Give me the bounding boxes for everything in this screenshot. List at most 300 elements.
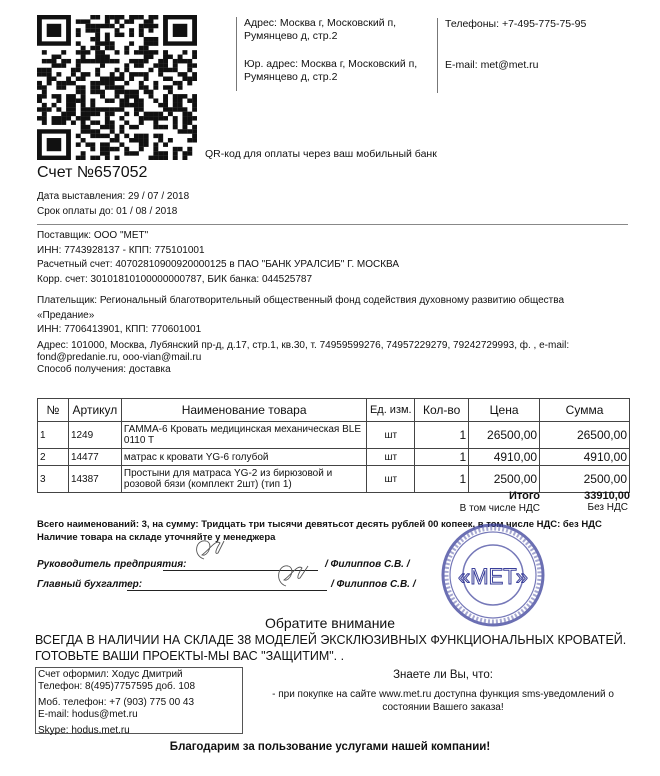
thank-you-footer: Благодарим за пользование услугами нашей компании! bbox=[169, 741, 491, 753]
qr-module bbox=[134, 15, 139, 19]
qr-module bbox=[37, 107, 42, 111]
qr-module bbox=[76, 156, 81, 160]
qr-module bbox=[110, 125, 115, 129]
manager-phone: Телефон: 8(495)7757595 доб. 108 bbox=[38, 681, 196, 692]
qr-module bbox=[129, 28, 134, 32]
qr-module bbox=[115, 77, 120, 81]
qr-module bbox=[105, 112, 110, 116]
qr-module bbox=[124, 147, 129, 151]
cell-qty: 1 bbox=[415, 422, 469, 449]
qr-module bbox=[110, 138, 115, 142]
qr-module bbox=[85, 112, 90, 116]
qr-module bbox=[158, 63, 163, 67]
qr-module bbox=[37, 81, 42, 85]
qr-module bbox=[134, 63, 139, 67]
qr-module bbox=[153, 63, 158, 67]
qr-module bbox=[42, 94, 47, 98]
qr-module bbox=[139, 46, 144, 50]
qr-module bbox=[153, 120, 158, 124]
qr-module bbox=[163, 156, 168, 160]
qr-module bbox=[90, 147, 95, 151]
qr-module bbox=[144, 55, 149, 59]
qr-module bbox=[178, 55, 183, 59]
cell-qty: 1 bbox=[415, 449, 469, 466]
qr-module bbox=[119, 125, 124, 129]
qr-module bbox=[56, 116, 61, 120]
qr-module bbox=[110, 129, 115, 133]
supplier-account: Расчетный счет: 40702810900920000125 в ПАО "БАНК УРАЛСИБ" Г. МОСКВА bbox=[37, 259, 400, 270]
items-table bbox=[37, 398, 630, 493]
qr-module bbox=[37, 98, 42, 102]
qr-module bbox=[52, 94, 57, 98]
qr-module bbox=[158, 59, 163, 63]
qr-module bbox=[192, 129, 197, 133]
qr-module bbox=[149, 90, 154, 94]
qr-module bbox=[76, 19, 81, 23]
qr-module bbox=[134, 125, 139, 129]
qr-module bbox=[37, 94, 42, 98]
cell-sum: 4910,00 bbox=[540, 449, 630, 466]
qr-module bbox=[100, 134, 105, 138]
summary-stock: Наличие товара на складе уточняйте у менеджера bbox=[37, 531, 276, 543]
qr-module bbox=[134, 98, 139, 102]
qr-module bbox=[192, 138, 197, 142]
legal-address-line: Румянцево д, стр.2 bbox=[244, 71, 338, 83]
qr-module bbox=[76, 28, 81, 32]
qr-module bbox=[129, 77, 134, 81]
qr-module bbox=[71, 120, 76, 124]
qr-module bbox=[153, 81, 158, 85]
qr-module bbox=[173, 103, 178, 107]
qr-module bbox=[81, 85, 86, 89]
qr-module bbox=[85, 24, 90, 28]
qr-module bbox=[90, 90, 95, 94]
qr-module bbox=[124, 90, 129, 94]
delivery-method: Способ получения: доставка bbox=[37, 364, 171, 375]
qr-module bbox=[163, 98, 168, 102]
qr-module bbox=[192, 94, 197, 98]
qr-module bbox=[61, 59, 66, 63]
qr-module bbox=[173, 63, 178, 67]
qr-module bbox=[173, 151, 178, 155]
qr-module bbox=[119, 129, 124, 133]
qr-module bbox=[105, 24, 110, 28]
qr-module bbox=[81, 151, 86, 155]
vat-label: В том числе НДС bbox=[459, 503, 540, 514]
qr-module bbox=[168, 112, 173, 116]
qr-module bbox=[110, 147, 115, 151]
qr-module bbox=[105, 55, 110, 59]
issue-date: Дата выставления: 29 / 07 / 2018 bbox=[37, 191, 190, 202]
qr-module bbox=[187, 112, 192, 116]
qr-module bbox=[182, 50, 187, 54]
cell-name: ГАММА-6 Кровать медицинская механическая BLE 0110 T bbox=[121, 422, 366, 449]
qr-module bbox=[110, 59, 115, 63]
qr-module bbox=[168, 77, 173, 81]
accountant-label: Главный бухгалтер: bbox=[37, 579, 143, 590]
qr-module bbox=[42, 107, 47, 111]
qr-module bbox=[119, 103, 124, 107]
qr-module bbox=[134, 138, 139, 142]
qr-module bbox=[192, 134, 197, 138]
qr-module bbox=[61, 120, 66, 124]
qr-module bbox=[61, 112, 66, 116]
qr-module bbox=[52, 55, 57, 59]
qr-module bbox=[129, 94, 134, 98]
qr-module bbox=[90, 24, 95, 28]
qr-module bbox=[178, 129, 183, 133]
qr-module bbox=[81, 112, 86, 116]
qr-module bbox=[66, 98, 71, 102]
qr-module bbox=[182, 116, 187, 120]
qr-module bbox=[47, 81, 52, 85]
qr-module bbox=[66, 112, 71, 116]
qr-module bbox=[105, 107, 110, 111]
qr-module bbox=[81, 120, 86, 124]
qr-module bbox=[115, 50, 120, 54]
company-address bbox=[244, 17, 417, 84]
qr-module bbox=[139, 107, 144, 111]
qr-module bbox=[81, 50, 86, 54]
qr-module bbox=[105, 19, 110, 23]
qr-module bbox=[47, 72, 52, 76]
qr-module bbox=[42, 120, 47, 124]
qr-module bbox=[95, 28, 100, 32]
qr-module bbox=[90, 134, 95, 138]
qr-module bbox=[90, 81, 95, 85]
qr-module bbox=[119, 72, 124, 76]
qr-module bbox=[90, 98, 95, 102]
qr-module bbox=[52, 63, 57, 67]
qr-module bbox=[85, 59, 90, 63]
qr-module bbox=[129, 151, 134, 155]
qr-module bbox=[168, 68, 173, 72]
qr-module bbox=[163, 116, 168, 120]
qr-module bbox=[115, 90, 120, 94]
separator bbox=[37, 224, 628, 225]
qr-module bbox=[158, 125, 163, 129]
qr-finder bbox=[173, 24, 188, 37]
qr-module bbox=[66, 59, 71, 63]
qr-module bbox=[192, 72, 197, 76]
qr-module bbox=[173, 147, 178, 151]
qr-module bbox=[110, 15, 115, 19]
qr-module bbox=[85, 107, 90, 111]
qr-module bbox=[90, 129, 95, 133]
qr-module bbox=[182, 94, 187, 98]
summary-total: Всего наименований: 3, на сумму: Тридцать три тысячи девятьсот десять рублей 00 копеек, в том числе НДС: без НДС bbox=[37, 519, 602, 530]
payer-block bbox=[37, 294, 622, 364]
qr-module bbox=[178, 94, 183, 98]
qr-module bbox=[134, 94, 139, 98]
qr-module bbox=[115, 107, 120, 111]
qr-module bbox=[61, 116, 66, 120]
did-you-know-title: Знаете ли Вы, что: bbox=[393, 669, 493, 681]
qr-module bbox=[105, 98, 110, 102]
qr-module bbox=[52, 120, 57, 124]
qr-module bbox=[85, 116, 90, 120]
qr-module bbox=[81, 19, 86, 23]
qr-module bbox=[124, 50, 129, 54]
notice-line: ГОТОВЬТЕ ВАШИ ПРОЕКТЫ-МЫ ВАС "ЗАЩИТИМ". . bbox=[35, 649, 345, 663]
notice-text bbox=[35, 632, 626, 664]
qr-module bbox=[42, 72, 47, 76]
qr-module bbox=[115, 19, 120, 23]
qr-module bbox=[134, 112, 139, 116]
qr-module bbox=[110, 41, 115, 45]
qr-module bbox=[71, 112, 76, 116]
qr-module bbox=[149, 116, 154, 120]
qr-module bbox=[56, 94, 61, 98]
qr-module bbox=[100, 90, 105, 94]
qr-module bbox=[105, 120, 110, 124]
accountant-name: / Филиппов С.В. / bbox=[331, 579, 416, 590]
director-label: Руководитель предприятия: bbox=[37, 559, 187, 570]
qr-module bbox=[95, 37, 100, 41]
qr-module bbox=[95, 15, 100, 19]
qr-module bbox=[124, 46, 129, 50]
qr-module bbox=[158, 134, 163, 138]
qr-module bbox=[158, 116, 163, 120]
qr-module bbox=[85, 129, 90, 133]
cell-sum: 2500,00 bbox=[540, 466, 630, 493]
table-header bbox=[38, 399, 630, 422]
qr-module bbox=[129, 103, 134, 107]
qr-module bbox=[153, 24, 158, 28]
address-line: Адрес: Москва г, Московский п, bbox=[244, 17, 397, 29]
supplier-inn: ИНН: 7743928137 - КПП: 775101001 bbox=[37, 244, 205, 256]
qr-module bbox=[81, 90, 86, 94]
qr-module bbox=[139, 15, 144, 19]
qr-module bbox=[149, 24, 154, 28]
qr-module bbox=[95, 90, 100, 94]
qr-module bbox=[153, 41, 158, 45]
qr-module bbox=[52, 103, 57, 107]
qr-module bbox=[129, 125, 134, 129]
qr-module bbox=[76, 90, 81, 94]
company-stamp bbox=[440, 522, 546, 628]
qr-module bbox=[129, 15, 134, 19]
qr-module bbox=[81, 156, 86, 160]
qr-module bbox=[56, 98, 61, 102]
qr-module bbox=[192, 125, 197, 129]
qr-module bbox=[173, 116, 178, 120]
qr-module bbox=[85, 142, 90, 146]
qr-module bbox=[192, 77, 197, 81]
qr-module bbox=[139, 50, 144, 54]
qr-module bbox=[95, 50, 100, 54]
qr-module bbox=[37, 72, 42, 76]
company-phones: Телефоны: +7-495-775-75-95 bbox=[445, 18, 587, 30]
qr-module bbox=[47, 59, 52, 63]
qr-module bbox=[47, 68, 52, 72]
qr-module bbox=[76, 63, 81, 67]
qr-module bbox=[158, 68, 163, 72]
qr-module bbox=[192, 55, 197, 59]
qr-module bbox=[90, 112, 95, 116]
qr-module bbox=[90, 85, 95, 89]
qr-module bbox=[192, 98, 197, 102]
qr-module bbox=[81, 138, 86, 142]
qr-module bbox=[56, 85, 61, 89]
cell-qty: 1 bbox=[415, 466, 469, 493]
qr-module bbox=[95, 129, 100, 133]
qr-module bbox=[163, 94, 168, 98]
qr-module bbox=[144, 85, 149, 89]
qr-module bbox=[168, 138, 173, 142]
qr-module bbox=[187, 59, 192, 63]
qr-module bbox=[105, 77, 110, 81]
qr-module bbox=[100, 77, 105, 81]
qr-module bbox=[37, 85, 42, 89]
qr-module bbox=[76, 50, 81, 54]
qr-module bbox=[71, 107, 76, 111]
qr-module bbox=[56, 81, 61, 85]
manager-contact-box bbox=[35, 667, 243, 734]
qr-module bbox=[178, 147, 183, 151]
qr-module bbox=[42, 50, 47, 54]
qr-module bbox=[119, 142, 124, 146]
qr-module bbox=[187, 147, 192, 151]
qr-module bbox=[105, 33, 110, 37]
qr-module bbox=[100, 142, 105, 146]
qr-module bbox=[173, 98, 178, 102]
qr-module bbox=[56, 63, 61, 67]
qr-module bbox=[90, 107, 95, 111]
qr-module bbox=[187, 98, 192, 102]
qr-module bbox=[115, 85, 120, 89]
qr-module bbox=[124, 134, 129, 138]
qr-module bbox=[115, 156, 120, 160]
qr-module bbox=[95, 120, 100, 124]
qr-module bbox=[144, 138, 149, 142]
cell-number: 2 bbox=[38, 449, 69, 466]
qr-module bbox=[173, 68, 178, 72]
qr-module bbox=[37, 68, 42, 72]
qr-module bbox=[139, 24, 144, 28]
qr-module bbox=[168, 85, 173, 89]
qr-module bbox=[144, 142, 149, 146]
qr-module bbox=[95, 85, 100, 89]
qr-module bbox=[85, 72, 90, 76]
vat-value: Без НДС bbox=[587, 502, 628, 513]
qr-module bbox=[192, 107, 197, 111]
qr-module bbox=[119, 24, 124, 28]
cell-price: 4910,00 bbox=[469, 449, 540, 466]
qr-module bbox=[153, 142, 158, 146]
qr-module bbox=[76, 85, 81, 89]
qr-module bbox=[158, 72, 163, 76]
qr-module bbox=[52, 116, 57, 120]
qr-module bbox=[115, 147, 120, 151]
qr-module bbox=[81, 46, 86, 50]
qr-module bbox=[42, 85, 47, 89]
qr-module bbox=[100, 55, 105, 59]
qr-module bbox=[149, 156, 154, 160]
cell-price: 26500,00 bbox=[469, 422, 540, 449]
qr-module bbox=[182, 129, 187, 133]
qr-module bbox=[42, 103, 47, 107]
qr-module bbox=[95, 81, 100, 85]
qr-module bbox=[187, 138, 192, 142]
issued-by: Счет оформил: Ходус Дмитрий bbox=[38, 669, 183, 680]
qr-module bbox=[119, 77, 124, 81]
qr-module bbox=[144, 112, 149, 116]
cell-article: 14477 bbox=[68, 449, 121, 466]
qr-module bbox=[42, 112, 47, 116]
qr-module bbox=[81, 129, 86, 133]
qr-module bbox=[178, 103, 183, 107]
qr-module bbox=[149, 28, 154, 32]
qr-module bbox=[153, 50, 158, 54]
col-article: Артикул bbox=[68, 399, 121, 422]
qr-module bbox=[187, 68, 192, 72]
notice-line: ВСЕГДА В НАЛИЧИИ НА СКЛАДЕ 38 МОДЕЛЕЙ ЭКСКЛЮЗИВНЫХ ФУНКЦИОНАЛЬНЫХ КРОВАТЕЙ. bbox=[35, 633, 627, 647]
qr-module bbox=[71, 94, 76, 98]
handwritten-signature bbox=[272, 560, 312, 590]
qr-module bbox=[192, 63, 197, 67]
qr-module bbox=[139, 134, 144, 138]
qr-module bbox=[90, 142, 95, 146]
qr-module bbox=[163, 103, 168, 107]
qr-module bbox=[192, 50, 197, 54]
qr-module bbox=[105, 151, 110, 155]
total-value: 33910,00 bbox=[584, 490, 630, 502]
qr-module bbox=[149, 15, 154, 19]
qr-module bbox=[119, 90, 124, 94]
qr-module bbox=[129, 138, 134, 142]
qr-module bbox=[134, 50, 139, 54]
qr-module bbox=[105, 59, 110, 63]
qr-module bbox=[42, 90, 47, 94]
qr-module bbox=[187, 151, 192, 155]
qr-module bbox=[52, 59, 57, 63]
qr-module bbox=[110, 120, 115, 124]
qr-module bbox=[42, 116, 47, 120]
accountant-signature-line bbox=[127, 590, 327, 591]
qr-module bbox=[119, 33, 124, 37]
qr-module bbox=[124, 94, 129, 98]
qr-module bbox=[139, 138, 144, 142]
qr-module bbox=[139, 33, 144, 37]
qr-module bbox=[110, 46, 115, 50]
qr-module bbox=[95, 72, 100, 76]
qr-module bbox=[81, 98, 86, 102]
qr-module bbox=[81, 77, 86, 81]
qr-module bbox=[124, 19, 129, 23]
qr-module bbox=[178, 98, 183, 102]
qr-module bbox=[149, 19, 154, 23]
qr-module bbox=[149, 112, 154, 116]
qr-module bbox=[105, 46, 110, 50]
qr-module bbox=[134, 90, 139, 94]
divider bbox=[236, 17, 237, 91]
supplier-corr: Корр. счет: 30101810100000000787, БИК банка: 044525787 bbox=[37, 273, 313, 285]
qr-module bbox=[66, 116, 71, 120]
qr-module bbox=[110, 77, 115, 81]
qr-module bbox=[56, 55, 61, 59]
qr-module bbox=[115, 138, 120, 142]
qr-module bbox=[81, 107, 86, 111]
qr-module bbox=[105, 85, 110, 89]
qr-module bbox=[61, 85, 66, 89]
qr-module bbox=[178, 85, 183, 89]
stamp-text: «МЕТ» bbox=[458, 564, 528, 589]
table-row bbox=[38, 449, 630, 466]
qr-module bbox=[90, 156, 95, 160]
qr-module bbox=[129, 72, 134, 76]
qr-module bbox=[105, 142, 110, 146]
